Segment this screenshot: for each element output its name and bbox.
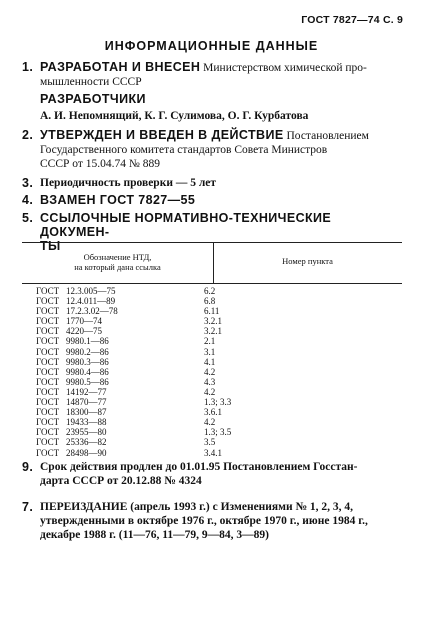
doc-prefix: ГОСТ: [36, 366, 60, 377]
doc-code: 9980.1—86: [66, 336, 109, 347]
item-text: Срок действия продлен до 01.01.95 Постановлением Госстан-: [40, 461, 358, 473]
doc-code: 9980.4—86: [66, 366, 109, 377]
doc-prefix: ГОСТ: [36, 306, 60, 317]
item-text: ПЕРЕИЗДАНИЕ (апрель 1993 г.) с Изменениями № 1, 2, 3, 4,: [40, 501, 354, 513]
clause-number: 1.3; 3.5: [204, 427, 232, 438]
doc-prefix: ГОСТ: [36, 447, 60, 458]
item-number: 5.: [22, 211, 34, 225]
item-text: ТЫ: [40, 239, 61, 253]
item-text: ССЫЛОЧНЫЕ НОРМАТИВНО-ТЕХНИЧЕСКИЕ ДОКУМЕН-: [40, 211, 332, 239]
page-header: ГОСТ 7827—74 С. 9: [301, 14, 403, 26]
clause-number: 3.2.1: [204, 316, 222, 327]
doc-code: 14870—77: [66, 397, 107, 408]
item-9: [22, 460, 402, 488]
clause-number: 4.3: [204, 376, 216, 387]
clause-number: 4.2: [204, 417, 216, 428]
clause-number: 4.2: [204, 366, 216, 377]
clause-number: 1.3; 3.3: [204, 397, 232, 408]
clause-number: 3.6.1: [204, 407, 222, 418]
clause-number: 2.1: [204, 336, 216, 347]
item-number: 3.: [22, 176, 34, 190]
column-header-clause: Номер пункта: [282, 256, 333, 266]
doc-code: 4220—75: [66, 326, 102, 337]
clause-number: 6.2: [204, 286, 216, 296]
clause-number: 3.5: [204, 437, 216, 448]
clause-number: 6.8: [204, 296, 216, 307]
item-number: 1.: [22, 60, 34, 74]
doc-prefix: ГОСТ: [36, 346, 60, 357]
doc-code: 19433—88: [66, 417, 107, 428]
doc-code: 12.4.011—89: [66, 296, 116, 307]
clause-number: 6.11: [204, 306, 220, 317]
developers-names: А. И. Непомнящий, К. Г. Сулимова, О. Г. Курбатова: [40, 110, 309, 122]
doc-prefix: ГОСТ: [36, 336, 60, 347]
doc-code: 9980.2—86: [66, 346, 109, 357]
doc-code: 9980.5—86: [66, 376, 109, 387]
item-text: СССР от 15.04.74 № 889: [40, 158, 161, 170]
item-text: декабре 1988 г. (11—76, 11—79, 9—84, 3—89): [40, 529, 269, 541]
item-text: Периодичность проверки — 5 лет: [40, 177, 217, 189]
item-lead: РАЗРАБОТАН И ВНЕСЕН: [40, 60, 201, 74]
developers-heading: РАЗРАБОТЧИКИ: [40, 92, 146, 106]
item-text: утвержденными в октябре 1976 г., октябре 1970 г., июне 1984 г.,: [40, 515, 368, 527]
item-text: ВЗАМЕН ГОСТ 7827—55: [40, 193, 196, 207]
doc-code: 14192—77: [66, 386, 107, 397]
doc-prefix: ГОСТ: [36, 316, 60, 327]
item-text: Постановлением: [286, 130, 369, 142]
item-number: 7.: [22, 500, 34, 514]
reference-table-header: [22, 242, 402, 284]
item-number: 9.: [22, 460, 34, 474]
doc-prefix: ГОСТ: [36, 437, 60, 448]
doc-code: 9980.3—86: [66, 356, 109, 367]
column-header-document: [22, 252, 213, 272]
item-number: 2.: [22, 128, 34, 142]
item-3: [22, 176, 402, 190]
doc-prefix: ГОСТ: [36, 296, 60, 307]
doc-prefix: ГОСТ: [36, 376, 60, 387]
doc-prefix: ГОСТ: [36, 407, 60, 418]
clause-number: 3.2.1: [204, 326, 222, 337]
doc-prefix: ГОСТ: [36, 356, 60, 367]
item-1: [22, 60, 402, 89]
doc-code: 25336—82: [66, 437, 107, 448]
doc-code: 1770—74: [66, 316, 102, 327]
item-number: 4.: [22, 193, 34, 207]
item-text: мышленности СССР: [40, 76, 142, 88]
doc-code: 12.3.005—75: [66, 286, 116, 296]
clause-number: 3.1: [204, 346, 216, 357]
item-4: [22, 193, 402, 207]
column-header-line: Обозначение НТД,: [83, 252, 152, 262]
doc-code: 28498—90: [66, 447, 107, 458]
doc-code: 18300—87: [66, 407, 107, 418]
item-lead: УТВЕРЖДЕН И ВВЕДЕН В ДЕЙСТВИЕ: [40, 128, 284, 142]
doc-prefix: ГОСТ: [36, 286, 60, 296]
item-2: [22, 128, 402, 171]
item-text: дарта СССР от 20.12.88 № 4324: [40, 475, 202, 487]
clause-number: 4.1: [204, 356, 216, 367]
doc-code: 23955—80: [66, 427, 107, 438]
doc-prefix: ГОСТ: [36, 326, 60, 337]
clause-number: 4.2: [204, 386, 216, 397]
item-text: Государственного комитета стандартов Совета Министров: [40, 144, 328, 156]
item-text: Министерством химической про-: [203, 62, 367, 74]
doc-prefix: ГОСТ: [36, 397, 60, 408]
page-title: ИНФОРМАЦИОННЫЕ ДАННЫЕ: [104, 39, 319, 53]
doc-prefix: ГОСТ: [36, 417, 60, 428]
doc-code: 17.2.3.02—78: [66, 306, 118, 317]
column-header-line: на который дана ссылка: [74, 262, 161, 272]
item-7: [22, 500, 402, 542]
clause-number: 3.4.1: [204, 447, 222, 458]
doc-prefix: ГОСТ: [36, 386, 60, 397]
doc-prefix: ГОСТ: [36, 427, 60, 438]
